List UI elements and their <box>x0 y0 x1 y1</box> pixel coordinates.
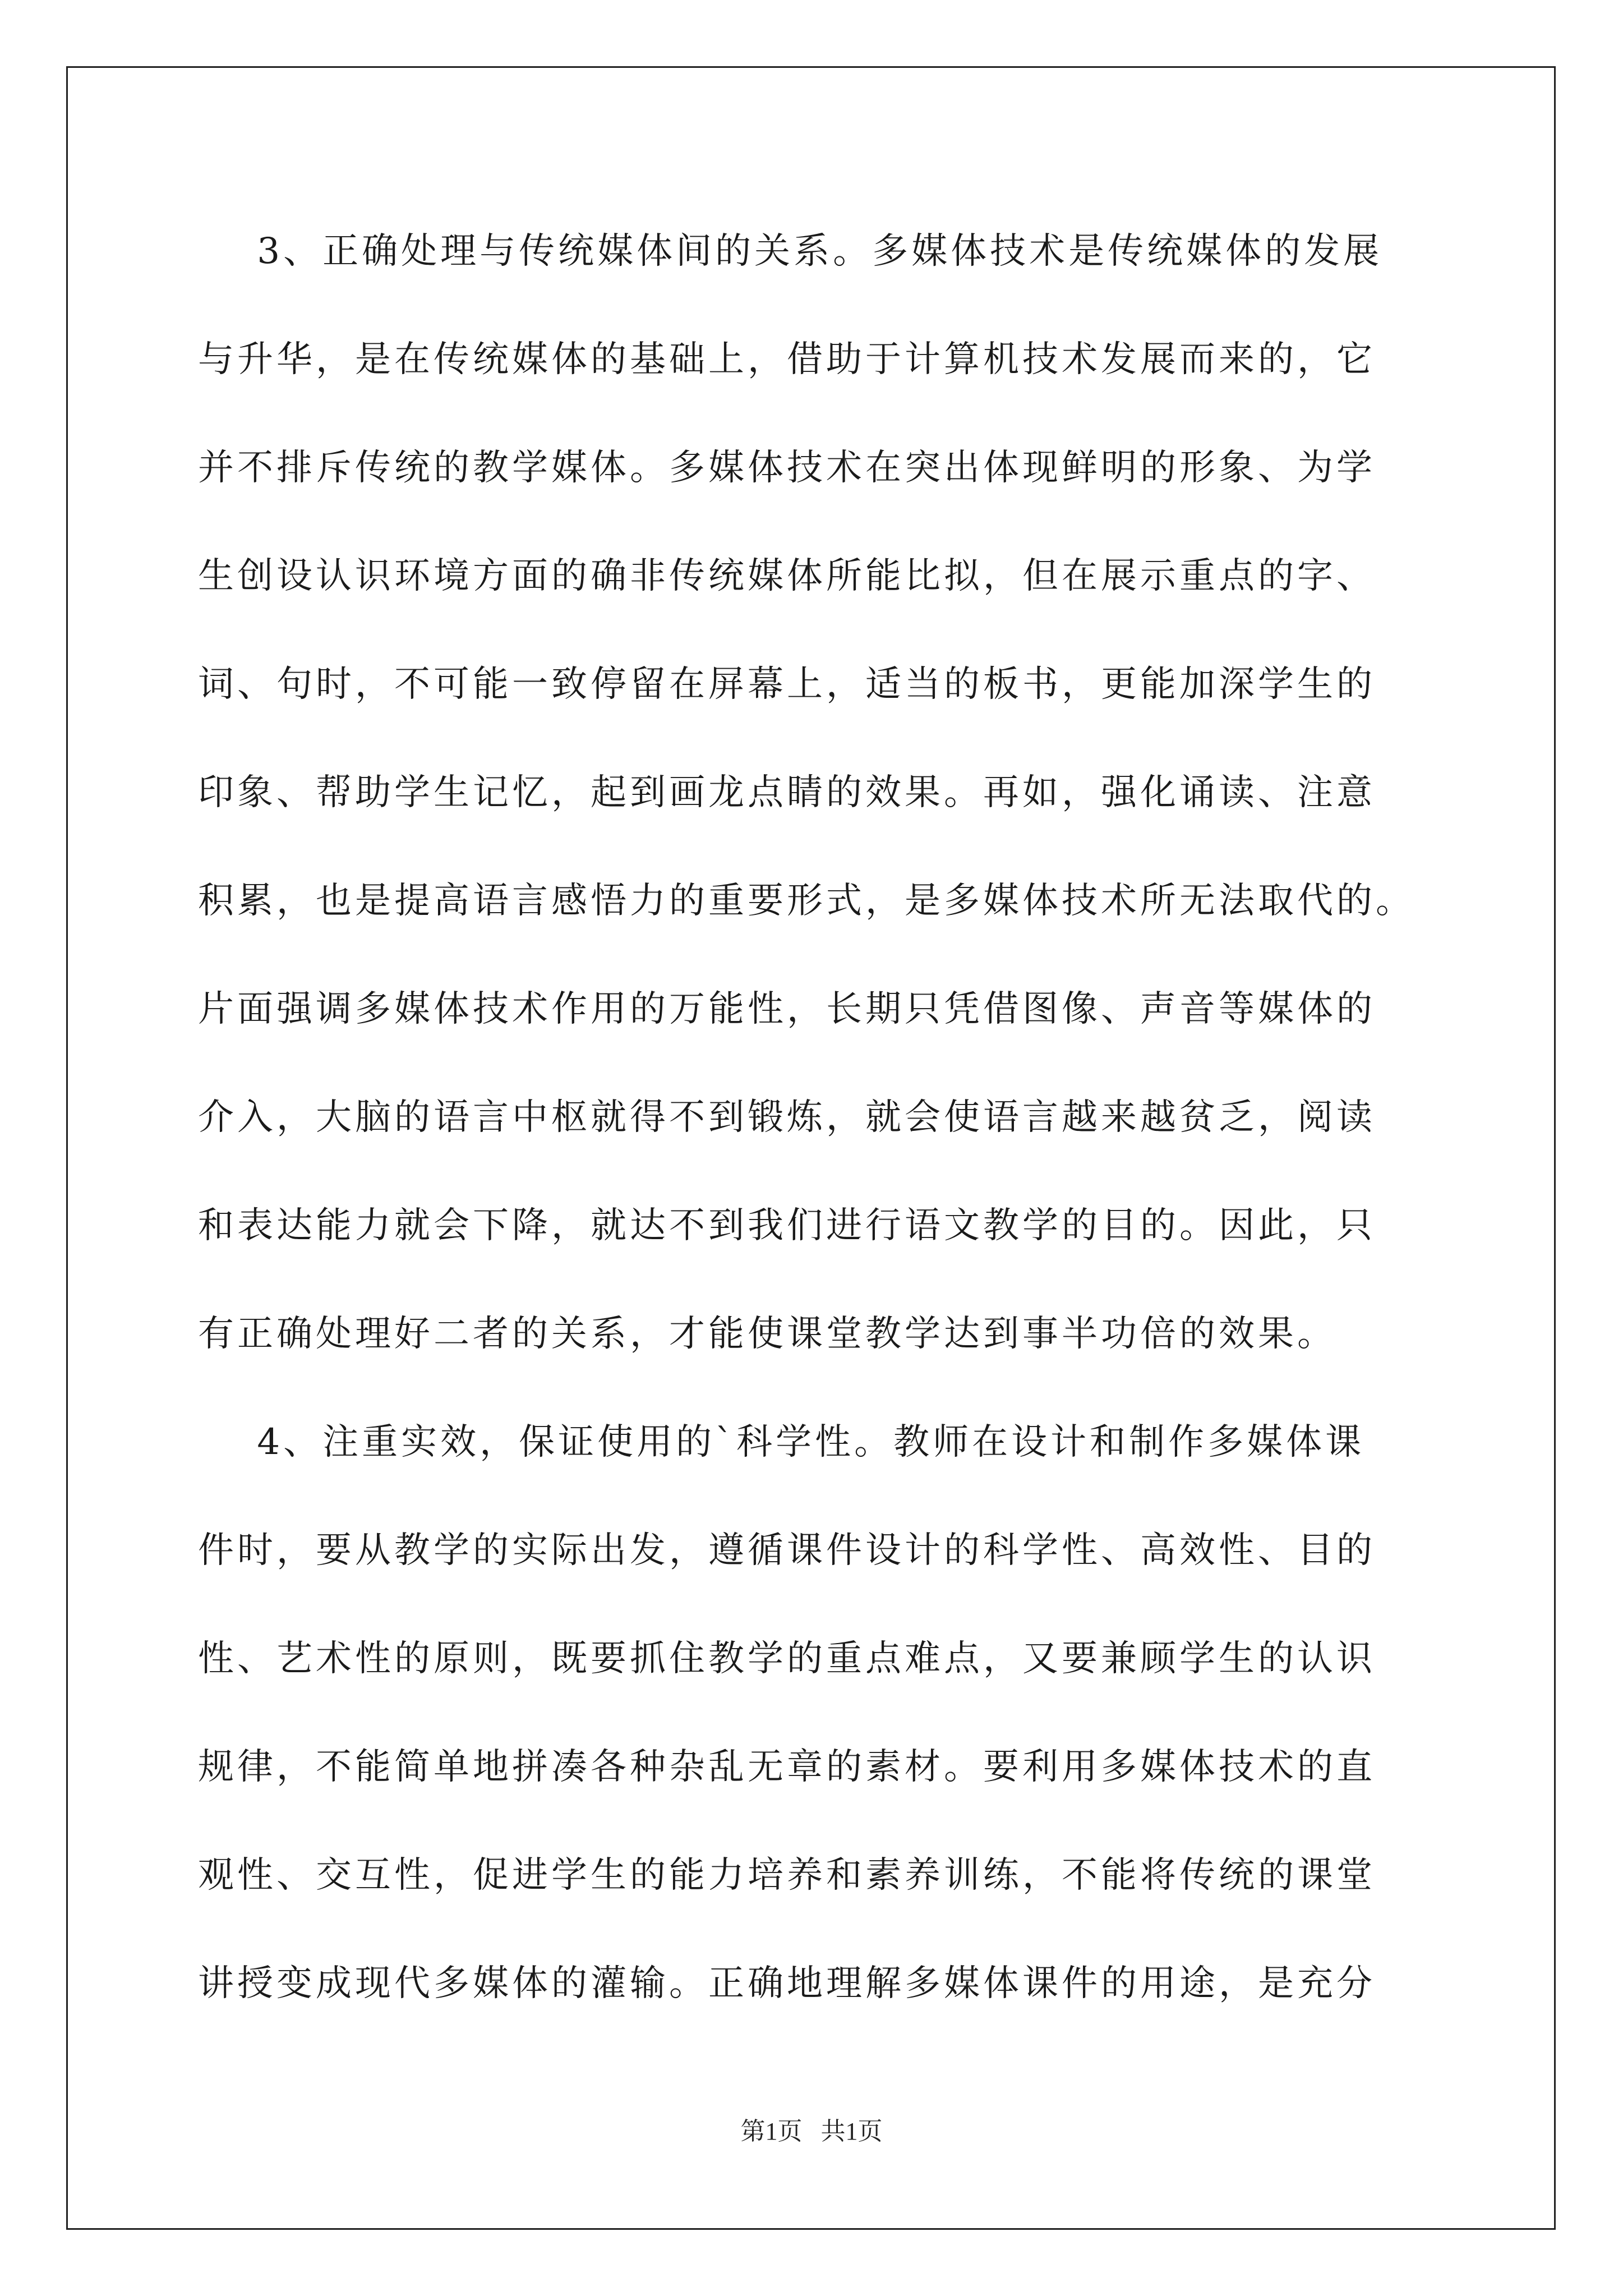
page-number: 第1页 共1页 <box>740 2118 883 2145</box>
text-line: 规律，不能简单地拼凑各种杂乱无章的素材。要利用多媒体技术的直 <box>198 1746 1376 1788</box>
text-line: 生创设认识环境方面的确非传统媒体所能比拟，但在展示重点的字、 <box>198 555 1376 597</box>
text-line: 介入，大脑的语言中枢就得不到锻炼，就会使语言越来越贫乏，阅读 <box>198 1097 1376 1138</box>
text-line: 观性、交互性，促进学生的能力培养和素养训练，不能将传统的课堂 <box>198 1855 1376 1896</box>
text-line: 3、正确处理与传统媒体间的关系。多媒体技术是传统媒体的发展 <box>198 231 1383 272</box>
text-line: 讲授变成现代多媒体的灌输。正确地理解多媒体课件的用途，是充分 <box>198 1963 1376 2004</box>
text-line: 有正确处理好二者的关系，才能使课堂教学达到事半功倍的效果。 <box>198 1313 1336 1355</box>
text-line: 词、句时，不可能一致停留在屏幕上，适当的板书，更能加深学生的 <box>198 664 1376 705</box>
text-line: 与升华，是在传统媒体的基础上，借助于计算机技术发展而来的，它 <box>198 339 1376 380</box>
text-line: 积累，也是提高语言感悟力的重要形式，是多媒体技术所无法取代的。 <box>198 880 1415 922</box>
text-line: 片面强调多媒体技术作用的万能性，长期只凭借图像、声音等媒体的 <box>198 988 1376 1030</box>
text-line: 印象、帮助学生记忆，起到画龙点睛的效果。再如，强化诵读、注意 <box>198 772 1376 813</box>
text-line: 性、艺术性的原则，既要抓住教学的重点难点，又要兼顾学生的认识 <box>198 1638 1376 1680</box>
text-line: 并不排斥传统的教学媒体。多媒体技术在突出体现鲜明的形象、为学 <box>198 447 1376 489</box>
text-line: 件时，要从教学的实际出发，遵循课件设计的科学性、高效性、目的 <box>198 1530 1376 1571</box>
page-footer <box>0 2115 1623 2148</box>
document-body <box>198 218 1432 2058</box>
text-line: 4、注重实效，保证使用的`科学性。教师在设计和制作多媒体课 <box>198 1421 1365 1463</box>
text-line: 和表达能力就会下降，就达不到我们进行语文教学的目的。因此，只 <box>198 1205 1376 1246</box>
